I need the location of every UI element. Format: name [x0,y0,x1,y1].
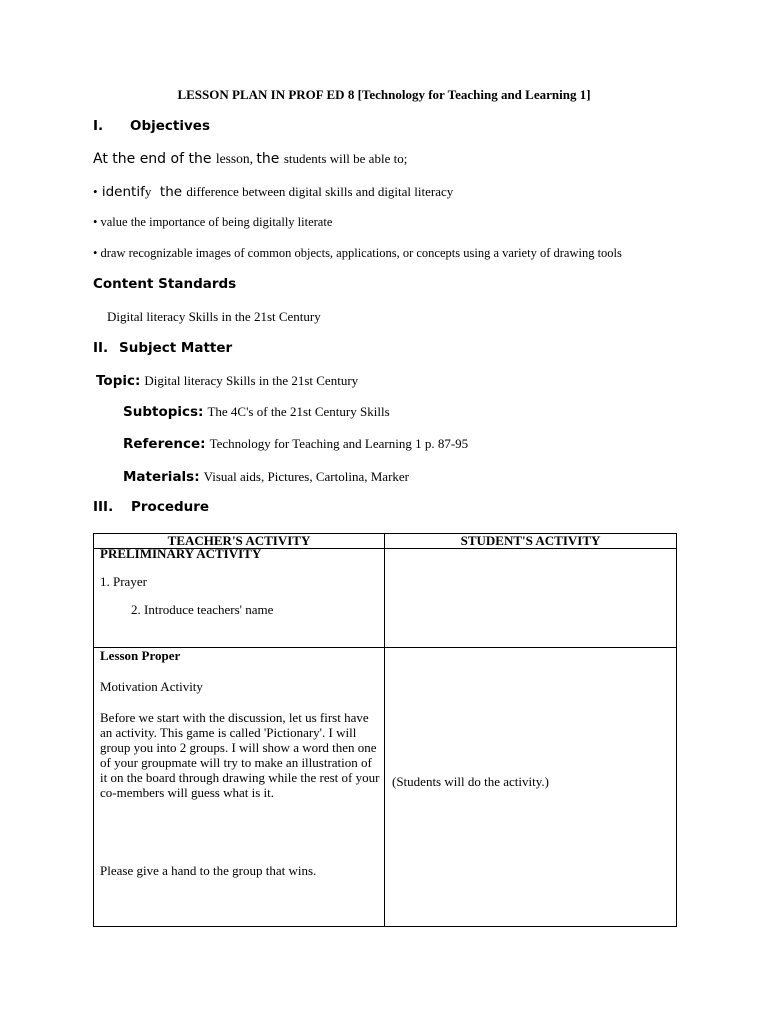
procedure-heading: Procedure [131,499,210,515]
lesson-proper-heading: Lesson Proper [100,648,181,663]
student-cell-lesson [385,648,677,927]
content-standards-text: Digital literacy Skills in the 21st Century [107,309,321,324]
topic-value: Digital literacy Skills in the 21st Century [144,373,359,388]
materials-value: Visual aids, Pictures, Cartolina, Marker [203,469,409,484]
objective-item-1 [93,183,453,201]
materials-label: Materials: [123,469,200,485]
objectives-heading: Objectives [130,118,210,134]
student-activity-header: STUDENT'S ACTIVITY [385,534,677,549]
intro-part-2: lesson, [215,151,257,166]
teacher-cell-preliminary [94,546,385,648]
preliminary-item-1: 1. Prayer [100,574,147,589]
reference-value: Technology for Teaching and Learning 1 p. 87-95 [209,436,469,451]
teacher-activity-header: TEACHER'S ACTIVITY [94,534,385,549]
subject-matter-heading: Subject Matter [119,340,233,356]
procedure-table [93,533,677,927]
objectives-intro [93,150,407,168]
teacher-cell-lesson [94,648,385,927]
subject-matter-numeral: II. [93,340,109,356]
item1-part-4: difference between digital skills and digital literacy [186,184,454,199]
motivation-activity-label: Motivation Activity [100,679,203,694]
content-standards-heading: Content Standards [93,276,237,292]
preliminary-heading: PRELIMINARY ACTIVITY [100,546,262,561]
bullet: • [93,184,98,199]
intro-part-4: students will be able to; [283,151,408,166]
reference-label: Reference: [123,436,206,452]
table-row [94,549,677,648]
table-row [94,648,677,927]
subtopics-label: Subtopics: [123,404,204,420]
intro-part-3: the [256,151,284,167]
objective-item-3: • draw recognizable images of common objects, applications, or concepts using a variety of drawing tools [93,246,622,260]
topic-line [96,372,358,390]
procedure-numeral: III. [93,499,114,515]
item1-part-3: the [151,184,187,200]
intro-part-1: At the end of the [93,151,216,167]
activity-instructions: Before we start with the discussion, let us first have an activity. This game is called 'Pictionary'. I will group you into 2 groups. I will show a word then one of your groupmate will try to make an illustration of it on the board through drawing while the rest of your co-members will guess what is it. [100,710,380,800]
materials-line [123,468,409,486]
subtopics-value: The 4C's of the 21st Century Skills [207,404,390,419]
student-activity-text: (Students will do the activity.) [392,774,549,789]
item1-part-2: y [144,184,152,199]
item1-part-1: identif [97,184,145,200]
preliminary-item-2: 2. Introduce teachers' name [131,602,274,617]
objectives-numeral: I. [93,118,104,134]
closing-line: Please give a hand to the group that wins. [100,863,317,878]
objective-item-2: • value the importance of being digitally literate [93,215,333,229]
document-title: LESSON PLAN IN PROF ED 8 [Technology for Teaching and Learning 1] [177,87,591,102]
subtopics-line [123,403,390,421]
reference-line [123,435,468,453]
topic-label: Topic: [96,373,141,389]
student-cell-preliminary [385,549,677,648]
